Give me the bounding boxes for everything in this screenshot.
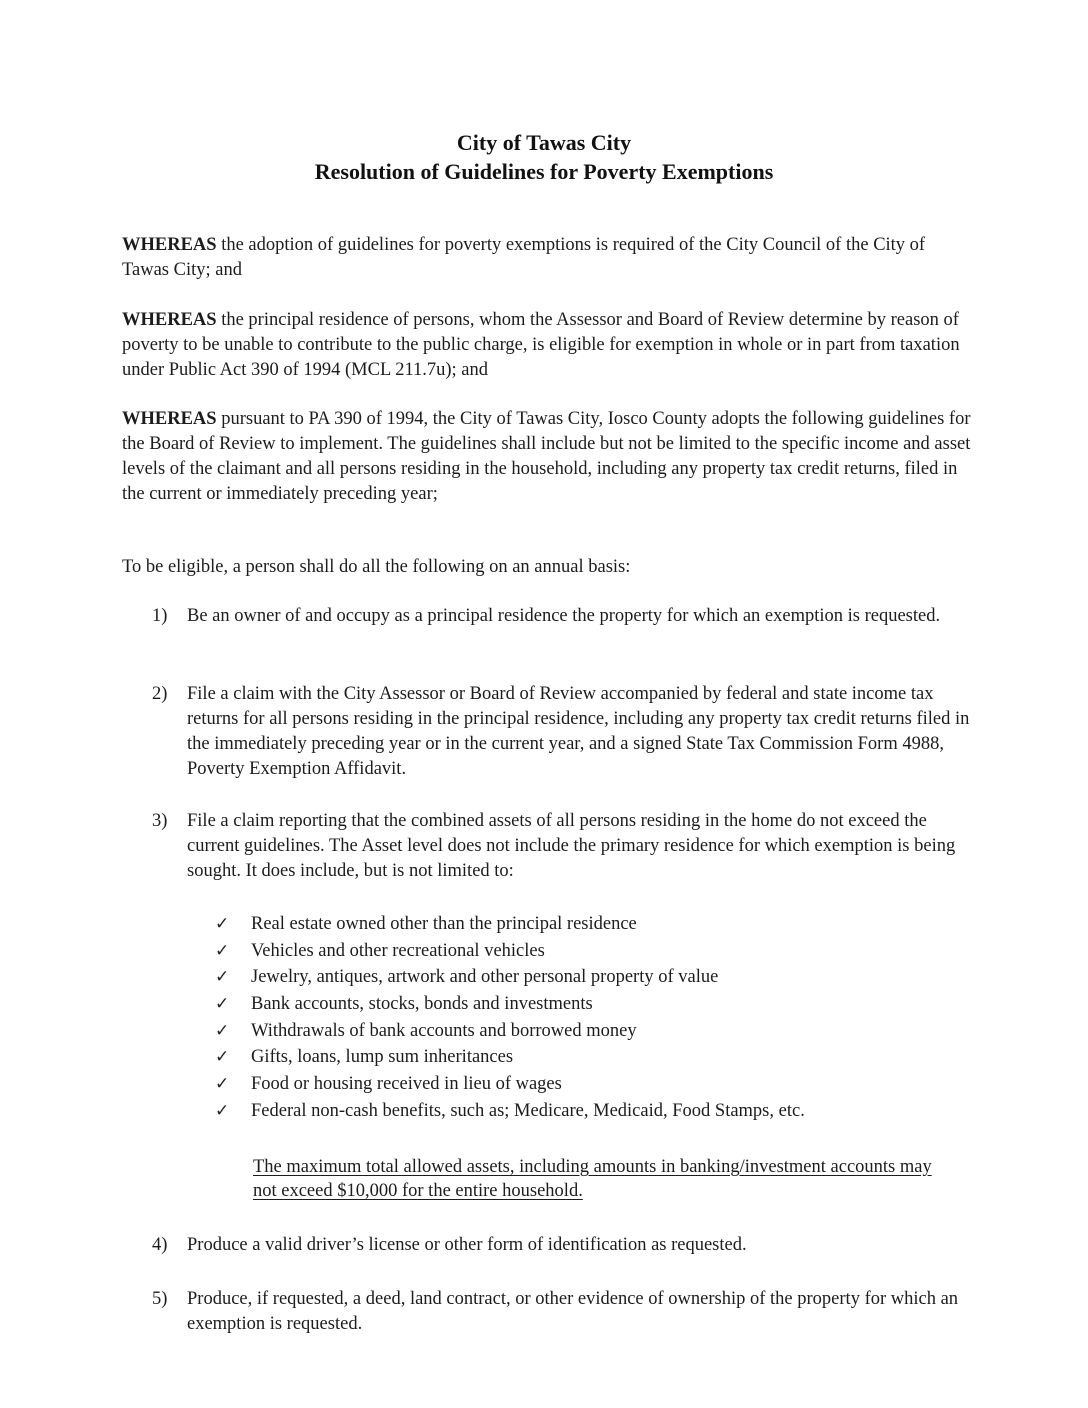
document-subtitle: Resolution of Guidelines for Poverty Exemptions: [314, 159, 774, 184]
requirement-number: 4): [152, 1235, 168, 1255]
requirement-text: Produce, if requested, a deed, land contract, or other evidence of ownership of the property for which an exemption is requested.: [187, 1289, 959, 1334]
whereas-clause-3: [122, 407, 972, 507]
requirement-number: 2): [152, 684, 168, 704]
checkmark-icon: ✓: [215, 1020, 230, 1041]
requirement-number: 3): [152, 811, 168, 831]
requirement-text: File a claim with the City Assessor or Board of Review accompanied by federal and state income tax returns for all persons residing in the principal residence, including any property tax credit returns filed in the immediately preceding year or in the current year, and a signed State Tax Commission Form 4988, Poverty Exemption Affidavit.: [187, 684, 970, 779]
whereas-text: the principal residence of persons, whom the Assessor and Board of Review determine by reason of poverty to be unable to contribute to the public charge, is eligible for exemption in whole or in part from taxation under Public Act 390 of 1994 (MCL 211.7u); and: [122, 310, 960, 380]
whereas-text: the adoption of guidelines for poverty exemptions is required of the City Council of the City of Tawas City; and: [122, 235, 926, 280]
document-header: [0, 128, 1088, 186]
checkmark-icon: ✓: [215, 1074, 230, 1095]
checkmark-icon: ✓: [215, 994, 230, 1015]
checkmark-icon: ✓: [215, 1047, 230, 1068]
requirement-item-2: [152, 682, 972, 782]
requirement-item-5: [152, 1287, 972, 1337]
asset-checklist: [215, 911, 935, 1125]
asset-list-item: ✓ Vehicles and other recreational vehicles: [215, 938, 935, 965]
document-title: City of Tawas City: [456, 130, 632, 155]
whereas-clause-1: [122, 233, 972, 283]
asset-limit-note: The maximum total allowed assets, including amounts in banking/investment accounts may not exceed $10,000 for the entire household.: [253, 1157, 932, 1201]
whereas-keyword: WHEREAS: [122, 235, 217, 255]
checkmark-icon: ✓: [215, 967, 230, 988]
requirement-text: Be an owner of and occupy as a principal residence the property for which an exemption is requested.: [187, 606, 941, 626]
asset-list-item: ✓ Federal non-cash benefits, such as; Medicare, Medicaid, Food Stamps, etc.: [215, 1098, 935, 1125]
asset-list-item: ✓ Withdrawals of bank accounts and borrowed money: [215, 1018, 935, 1045]
checkmark-icon: ✓: [215, 914, 230, 934]
asset-list-item: ✓ Real estate owned other than the principal residence: [215, 911, 935, 938]
asset-list-item: ✓ Jewelry, antiques, artwork and other personal property of value: [215, 964, 935, 991]
requirement-item-3: [152, 809, 972, 884]
requirement-item-1: [152, 604, 972, 629]
asset-list-item: ✓ Gifts, loans, lump sum inheritances: [215, 1044, 935, 1071]
requirement-number: 5): [152, 1289, 168, 1309]
checkmark-icon: ✓: [215, 1100, 230, 1121]
checkmark-icon: ✓: [215, 940, 230, 961]
whereas-clause-2: [122, 308, 972, 383]
whereas-text: pursuant to PA 390 of 1994, the City of Tawas City, Iosco County adopts the following guidelines for the Board of Review to implement. The guidelines shall include but not be limited to the specific income and asset levels of the claimant and all persons residing in the household, including any property tax credit returns, filed in the current or immediately preceding year;: [122, 409, 971, 504]
requirement-text: File a claim reporting that the combined assets of all persons residing in the home do not exceed the current guidelines. The Asset level does not include the primary residence for which exemption is being sought. It does include, but is not limited to:: [187, 811, 956, 881]
requirement-item-4: [152, 1233, 972, 1258]
eligibility-intro: To be eligible, a person shall do all the following on an annual basis:: [122, 557, 631, 577]
whereas-keyword: WHEREAS: [122, 409, 217, 429]
requirement-text: Produce a valid driver’s license or other form of identification as requested.: [187, 1235, 747, 1255]
whereas-keyword: WHEREAS: [122, 310, 217, 330]
requirement-number: 1): [152, 606, 168, 626]
asset-list-item: ✓ Bank accounts, stocks, bonds and investments: [215, 991, 935, 1018]
asset-list-item: ✓ Food or housing received in lieu of wages: [215, 1071, 935, 1098]
